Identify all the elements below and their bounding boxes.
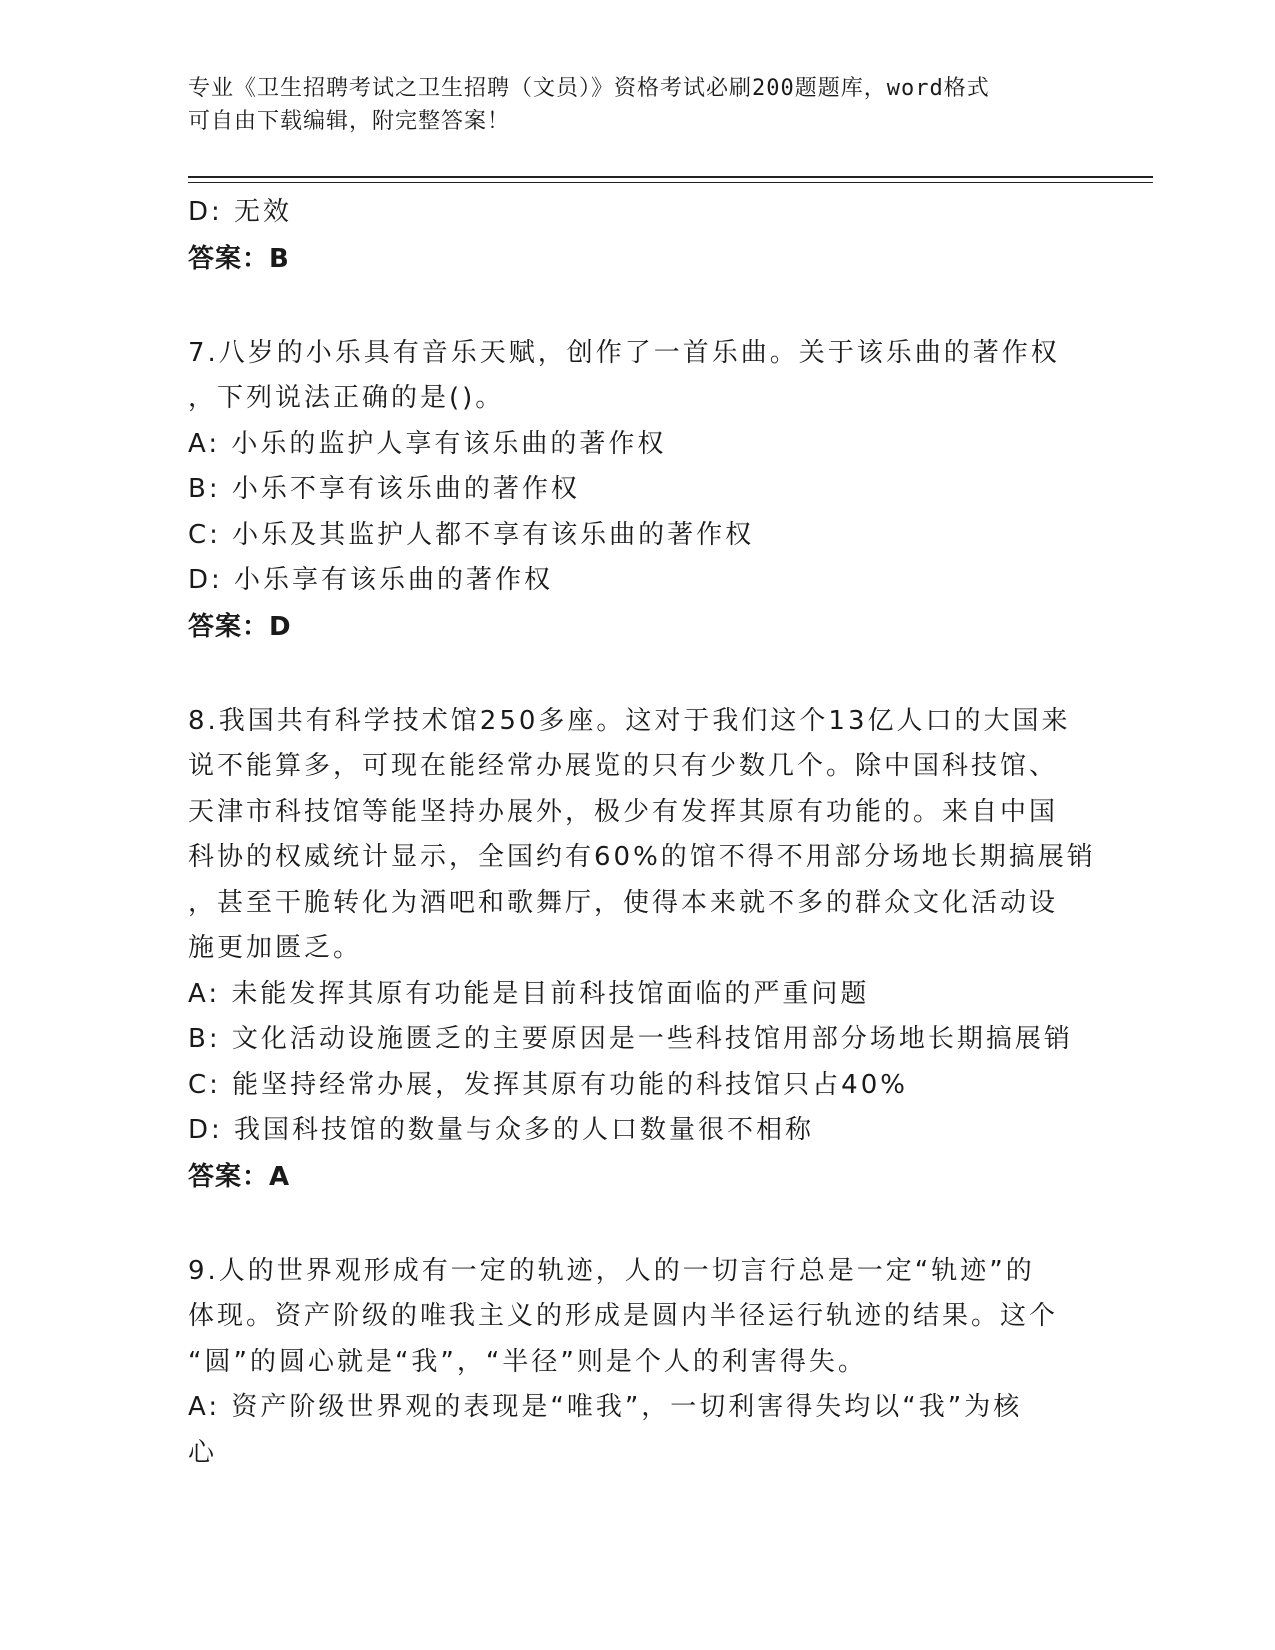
page-header bbox=[188, 72, 1068, 138]
question-8-stem-line: 8.我国共有科学技术馆250多座。这对于我们这个13亿人口的大国来 bbox=[188, 705, 1071, 736]
question-8-stem-line: ，甚至干脆转化为酒吧和歌舞厅，使得本来就不多的群众文化活动设 bbox=[188, 887, 1059, 918]
header-divider bbox=[188, 176, 1153, 178]
question-8-answer: 答案：A bbox=[188, 1161, 291, 1192]
prev-answer: 答案：B bbox=[188, 243, 290, 274]
question-9-option-a: A: 资产阶级世界观的表现是“唯我”，一切利害得失均以“我”为核 bbox=[188, 1392, 1023, 1422]
question-7-answer: 答案：D bbox=[188, 611, 292, 642]
question-7 bbox=[188, 331, 1088, 651]
question-8 bbox=[188, 699, 1096, 1201]
question-8-option-a: A: 未能发挥其原有功能是目前科技馆面临的严重问题 bbox=[188, 978, 870, 1009]
question-8-stem-line: 说不能算多，可现在能经常办展览的只有少数几个。除中国科技馆、 bbox=[188, 751, 1059, 781]
question-8-stem-line: 科协的权威统计显示，全国约有60%的馆不得不用部分场地长期搞展销 bbox=[188, 842, 1096, 872]
question-7-option-c: C: 小乐及其监护人都不享有该乐曲的著作权 bbox=[188, 519, 755, 550]
question-8-stem-line: 天津市科技馆等能坚持办展外，极少有发挥其原有功能的。来自中国 bbox=[188, 796, 1059, 827]
question-7-stem-line: ，下列说法正确的是()。 bbox=[188, 383, 505, 413]
question-9-option-a-continued: 心 bbox=[188, 1437, 218, 1468]
question-9 bbox=[188, 1249, 1088, 1477]
question-8-option-d: D: 我国科技馆的数量与众多的人口数量很不相称 bbox=[188, 1115, 815, 1145]
question-8-option-c: C: 能坚持经常办展，发挥其原有功能的科技馆只占40% bbox=[188, 1069, 908, 1100]
question-7-option-a: A: 小乐的监护人享有该乐曲的著作权 bbox=[188, 428, 667, 459]
question-7-option-d: D: 小乐享有该乐曲的著作权 bbox=[188, 565, 554, 595]
question-list bbox=[188, 190, 1096, 1476]
question-7-option-b: B: 小乐不享有该乐曲的著作权 bbox=[188, 474, 580, 504]
question-8-stem-line: 施更加匮乏。 bbox=[188, 933, 363, 963]
question-9-stem-line: 9.人的世界观形成有一定的轨迹，人的一切言行总是一定“轨迹”的 bbox=[188, 1255, 1035, 1286]
question-9-stem-line: 体现。资产阶级的唯我主义的形成是圆内半径运行轨迹的结果。这个 bbox=[188, 1301, 1059, 1331]
header-divider-thin bbox=[188, 182, 1153, 183]
prev-option-d: D: 无效 bbox=[188, 197, 293, 227]
question-8-option-b: B: 文化活动设施匮乏的主要原因是一些科技馆用部分场地长期搞展销 bbox=[188, 1024, 1073, 1054]
question-9-stem-line: “圆”的圆心就是“我”，“半径”则是个人的利害得失。 bbox=[188, 1346, 867, 1377]
header-title-line-1: 专业《卫生招聘考试之卫生招聘（文员）》资格考试必刷200题题库，word格式 bbox=[188, 76, 990, 101]
header-title-line-2: 可自由下载编辑，附完整答案！ bbox=[188, 109, 511, 134]
question-7-stem-line: 7.八岁的小乐具有音乐天赋，创作了一首乐曲。关于该乐曲的著作权 bbox=[188, 337, 1060, 368]
